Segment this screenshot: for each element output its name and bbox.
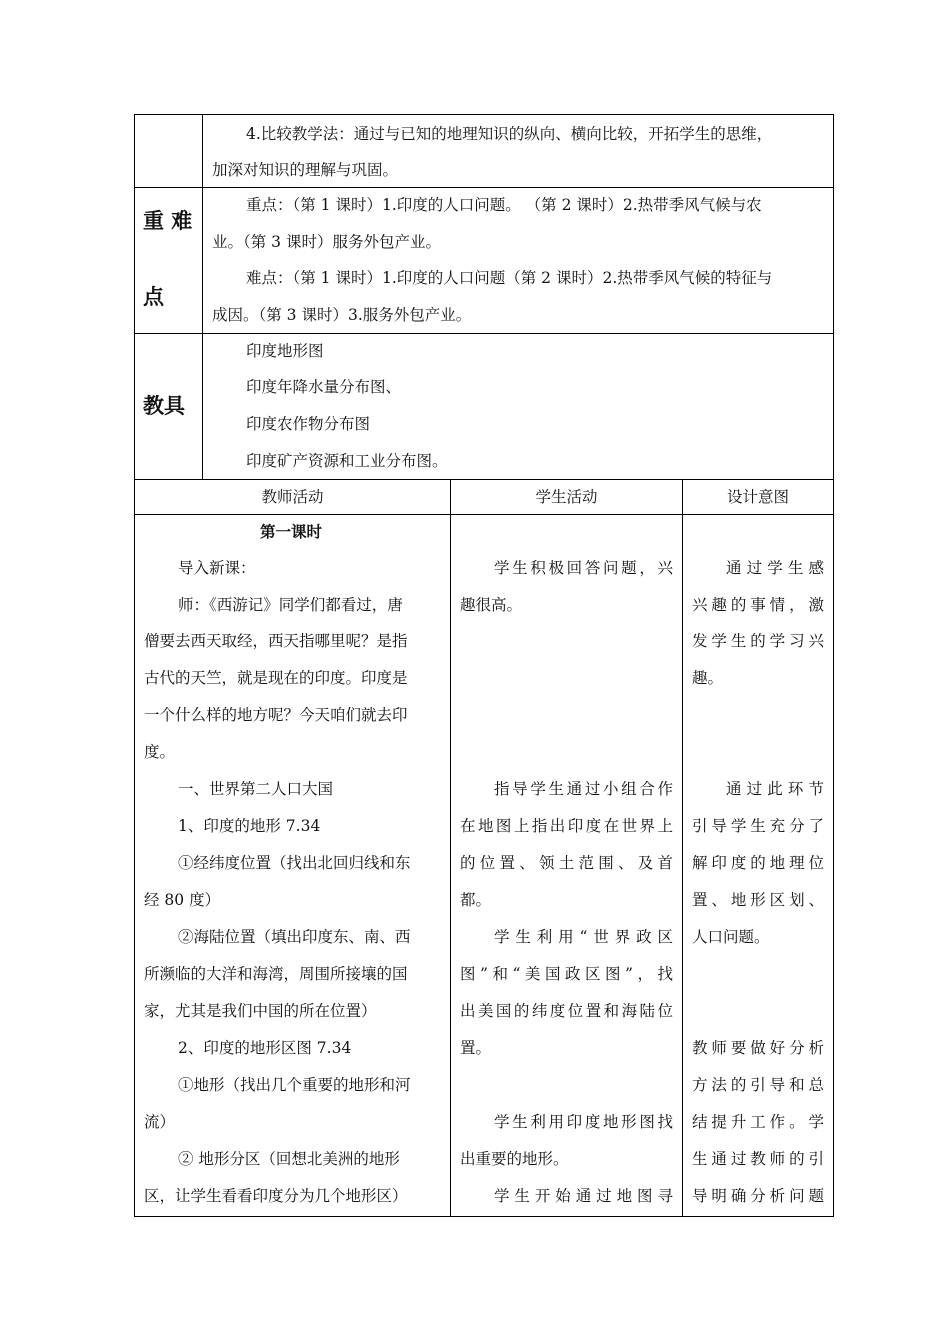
- table-border-right: [833, 114, 834, 1217]
- teacher-line: 导入新课：: [178, 559, 256, 577]
- teacher-line: ①经纬度位置（找出北回归线和东: [178, 854, 411, 872]
- design-line: 趣。: [692, 669, 724, 687]
- row-divider-method: [134, 187, 834, 188]
- tools-label: 教具: [143, 394, 185, 418]
- row-divider-colheads: [134, 514, 834, 515]
- teacher-line: 流）: [144, 1113, 176, 1131]
- teacher-line: 家，尤其是我们中国的所在位置）: [144, 1002, 377, 1020]
- tools-item: 印度年降水量分布图、: [246, 378, 402, 396]
- column-header-teacher: 教师活动: [261, 488, 324, 506]
- teacher-line: 所濒临的大洋和海湾，周围所接壤的国: [144, 965, 408, 983]
- teacher-line: 1、印度的地形 7.34: [178, 817, 321, 835]
- key-point-line-1: 重点：（第 1 课时）1.印度的人口问题。 （第 2 课时）2.热带季风气候与农: [246, 196, 762, 214]
- tools-item: 印度矿产资源和工业分布图。: [246, 452, 448, 470]
- design-line: 通过此环节: [726, 780, 824, 798]
- teacher-line: 古代的天竺，就是现在的印度。印度是: [144, 669, 408, 687]
- tools-item: 印度农作物分布图: [246, 415, 371, 433]
- column-divider-student: [682, 479, 683, 1217]
- teacher-line: 一、世界第二人口大国: [178, 780, 334, 798]
- lesson-title: 第一课时: [260, 522, 323, 541]
- design-line: 导明确分析问题: [692, 1187, 824, 1205]
- student-line: 学生开始通过地图寻: [494, 1187, 673, 1205]
- difficult-point-line-1: 难点：（第 1 课时）1.印度的人口问题（第 2 课时）2.热带季风气候的特征与: [246, 269, 773, 287]
- table-border-bottom: [134, 1216, 834, 1217]
- student-line: 趣很高。: [460, 596, 523, 614]
- design-line: 人口问题。: [692, 928, 770, 946]
- student-line: 都。: [460, 891, 492, 909]
- design-line: 结提升工作。学: [692, 1113, 824, 1131]
- design-line: 生通过教师的引: [692, 1150, 824, 1168]
- key-points-label-line1: 重 难: [143, 209, 193, 233]
- design-line: 引导学生充分了: [692, 817, 824, 835]
- student-line: 学生积极回答问题，兴: [494, 559, 673, 577]
- student-line: 学生利用“世界政区: [494, 928, 673, 946]
- table-border-left: [134, 114, 135, 1217]
- design-line: 通过学生感: [726, 559, 824, 577]
- teacher-line: 经 80 度）: [144, 891, 221, 909]
- column-divider-teacher: [450, 479, 451, 1217]
- teacher-line: 一个什么样的地方呢？今天咱们就去印: [144, 706, 408, 724]
- student-line: 置。: [460, 1039, 492, 1057]
- student-line: 指导学生通过小组合作: [494, 780, 673, 798]
- student-line: 学生利用印度地形图找: [494, 1113, 673, 1131]
- key-point-line-2: 业。（第 3 课时）服务外包产业。: [212, 233, 441, 251]
- key-points-label-line2: 点: [143, 285, 164, 309]
- student-line: 的位置、领土范围、及首: [460, 854, 673, 872]
- design-line: 教师要做好分析: [692, 1039, 824, 1057]
- row-divider-tools: [134, 479, 834, 480]
- student-line: 在地图上指出印度在世界上: [460, 817, 673, 835]
- teacher-line: ②海陆位置（填出印度东、南、西: [178, 928, 411, 946]
- student-line: 出重要的地形。: [460, 1150, 569, 1168]
- teacher-line: 区，让学生看看印度分为几个地形区）: [144, 1187, 408, 1205]
- row-divider-keypoints: [134, 333, 834, 334]
- teacher-line: 师：《西游记》同学们都看过，唐: [178, 596, 403, 614]
- teacher-line: 2、印度的地形区图 7.34: [178, 1039, 352, 1057]
- design-line: 置、地形区划、: [692, 891, 824, 909]
- label-column-divider: [202, 114, 203, 480]
- difficult-point-line-2: 成因。（第 3 课时）3.服务外包产业。: [212, 306, 472, 324]
- column-header-student: 学生活动: [535, 488, 598, 506]
- tools-item: 印度地形图: [246, 342, 324, 360]
- design-line: 发学生的学习兴: [692, 632, 824, 650]
- teacher-line: ② 地形分区（回想北美洲的地形: [178, 1150, 400, 1168]
- design-line: 兴趣的事情，激: [692, 596, 824, 614]
- table-border-top: [134, 114, 834, 115]
- teacher-line: ①地形（找出几个重要的地形和河: [178, 1076, 411, 1094]
- teacher-line: 度。: [144, 743, 176, 761]
- teacher-line: 僧要去西天取经，西天指哪里呢？是指: [144, 632, 408, 650]
- design-line: 方法的引导和总: [692, 1076, 824, 1094]
- student-line: 图”和“美国政区图”，找: [460, 965, 673, 983]
- method-line-1: 4.比较教学法：通过与已知的地理知识的纵向、横向比较，开拓学生的思维，: [246, 125, 773, 143]
- method-line-2: 加深对知识的理解与巩固。: [212, 161, 399, 179]
- design-line: 解印度的地理位: [692, 854, 824, 872]
- column-header-design: 设计意图: [726, 488, 789, 506]
- student-line: 出美国的纬度位置和海陆位: [460, 1002, 673, 1020]
